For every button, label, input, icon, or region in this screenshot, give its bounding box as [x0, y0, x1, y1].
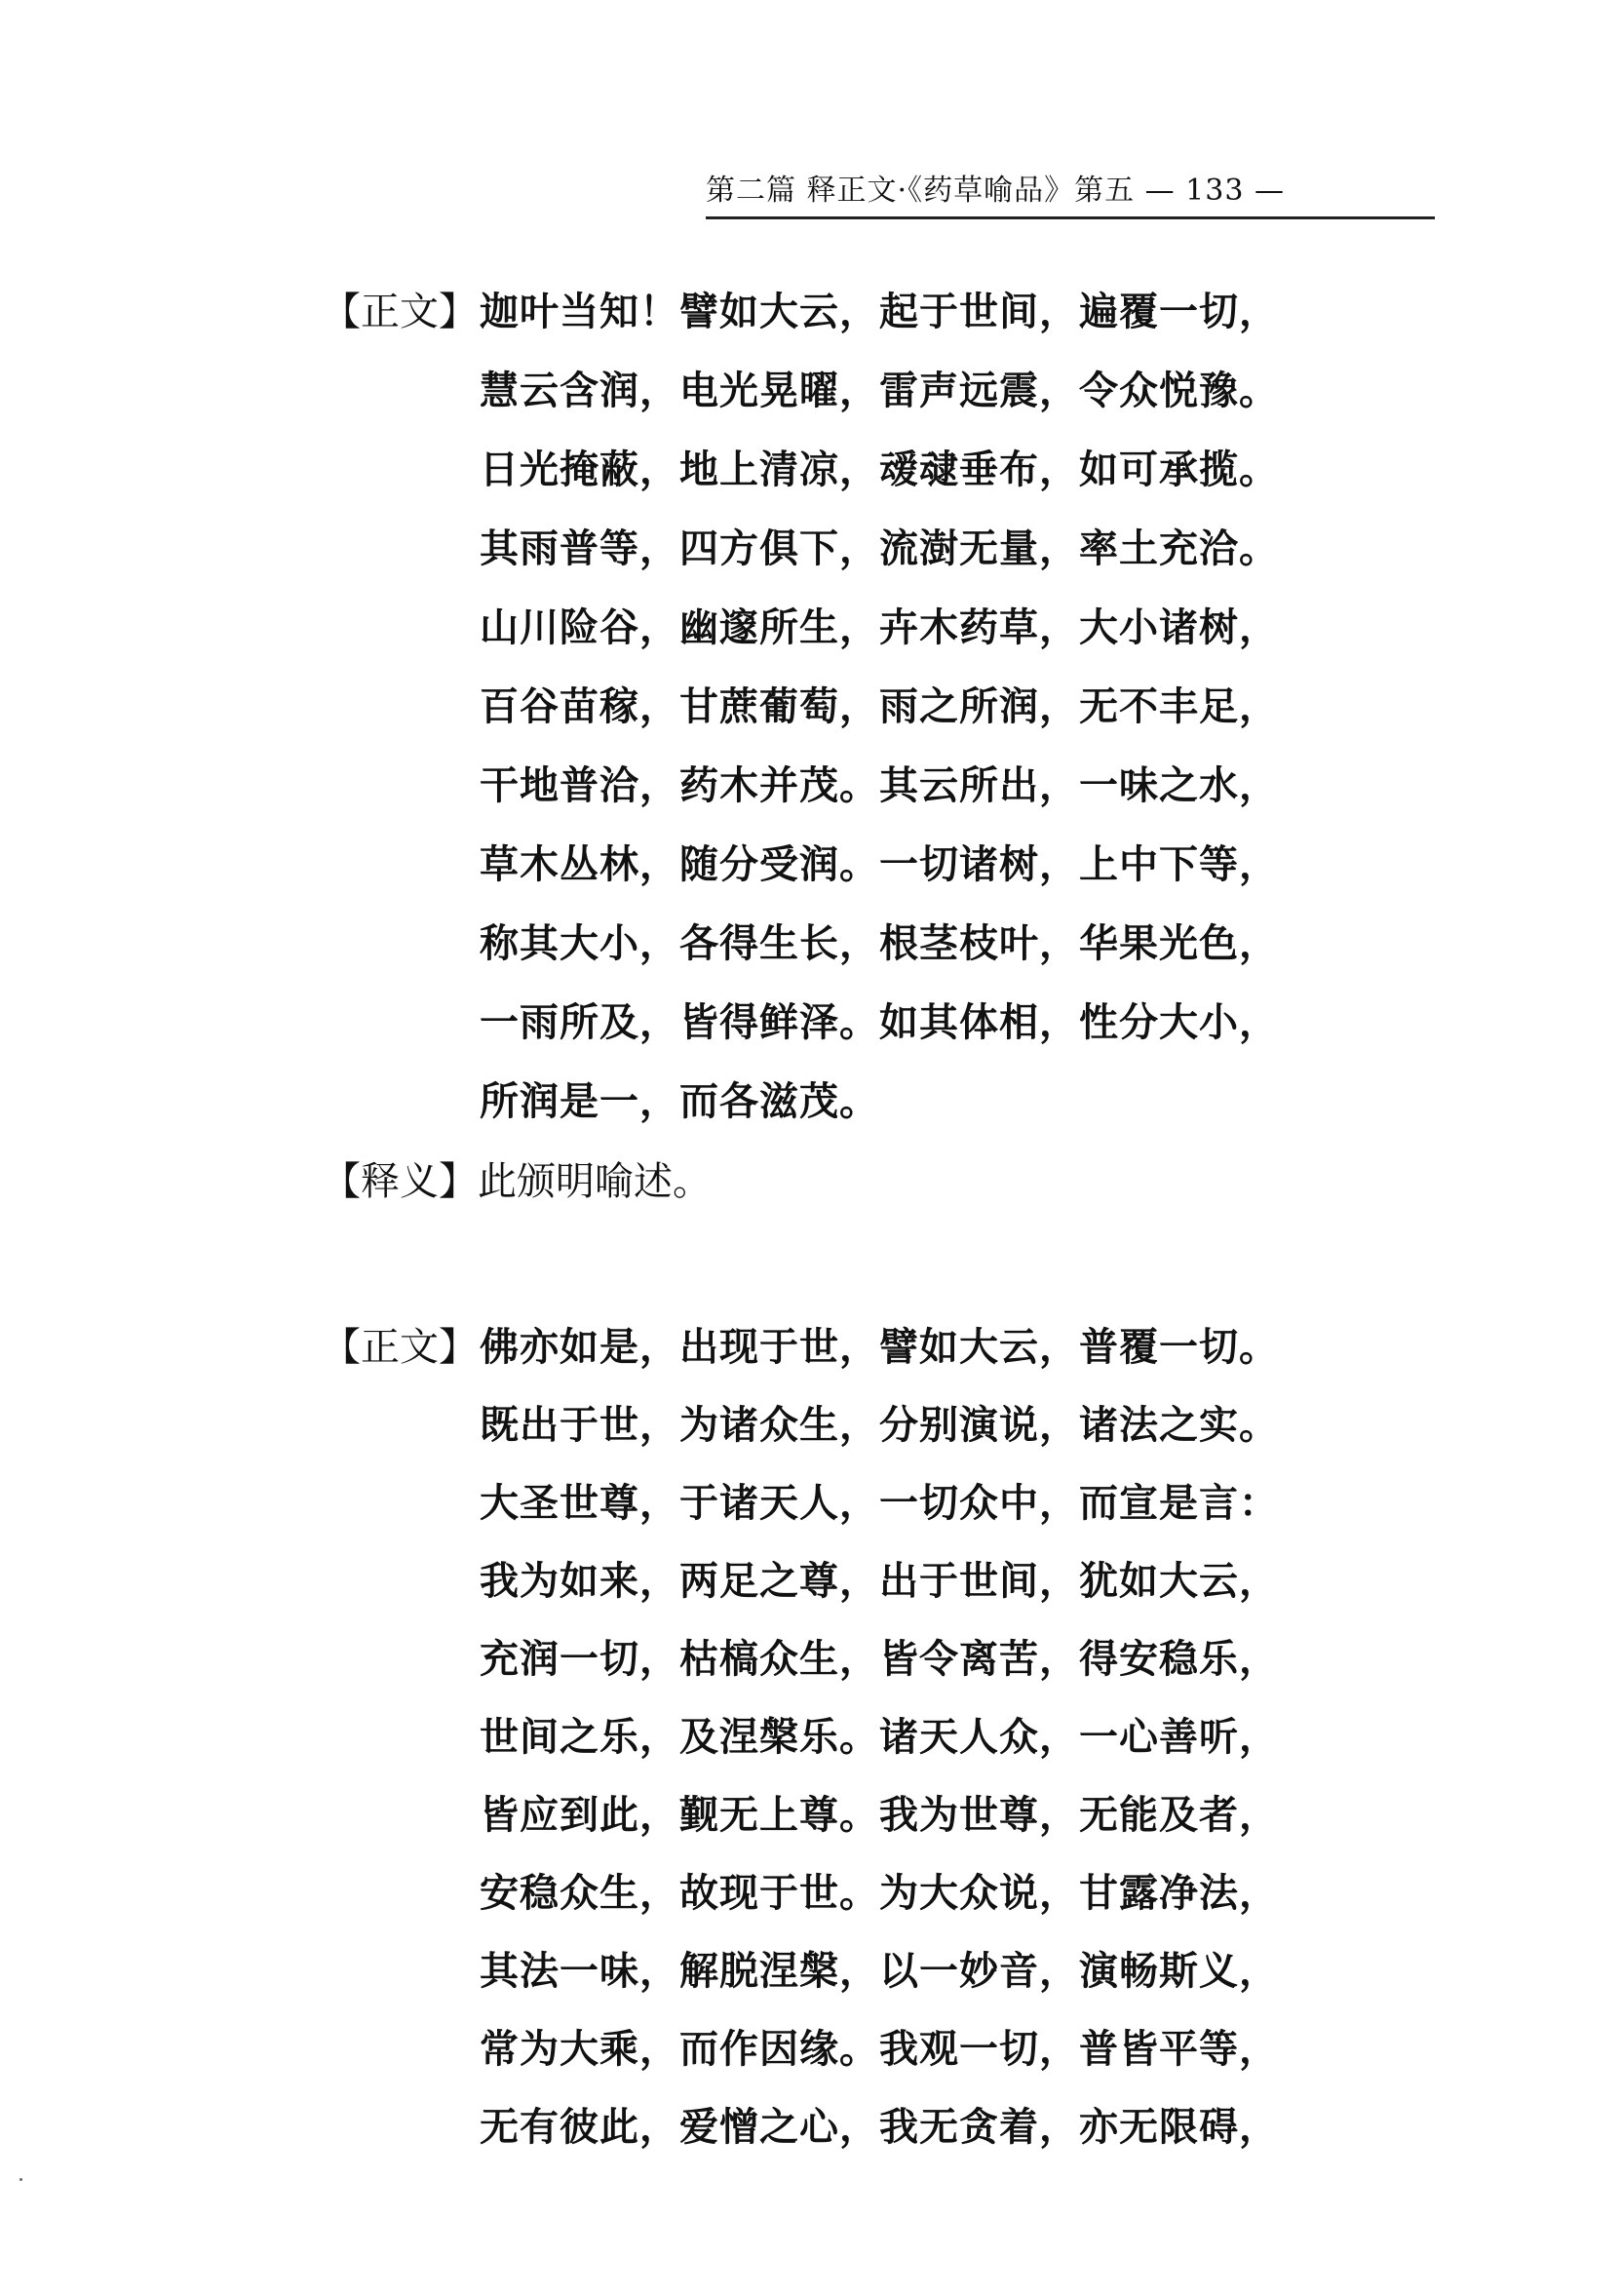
verse-line: 其雨普等，四方俱下，流澍无量，率土充洽。 — [480, 526, 1279, 571]
scan-speck — [19, 2178, 22, 2181]
verse-line: 草木丛林，随分受润。一切诸树，上中下等， — [480, 842, 1279, 887]
verse-line: 其法一味，解脱涅槃，以一妙音，演畅斯义， — [480, 1949, 1279, 1994]
verse-line: 常为大乘，而作因缘。我观一切，普皆平等， — [480, 2027, 1279, 2072]
verse-line: 百谷苗稼，甘蔗葡萄，雨之所润，无不丰足， — [480, 684, 1279, 729]
section-label: 【释义】 — [322, 1159, 478, 1204]
verse-line: 皆应到此，觐无上尊。我为世尊，无能及者， — [480, 1793, 1279, 1838]
verse-line: 无有彼此，爱憎之心，我无贪着，亦无限碍， — [480, 2105, 1279, 2150]
verse-line: 干地普洽，药木并茂。其云所出，一味之水， — [480, 763, 1279, 808]
running-header: 第二篇 释正文·《药草喻品》第五 — 133 — — [706, 166, 1435, 219]
section-label-zhengwen-1 — [322, 281, 478, 336]
verse-line: 一雨所及，皆得鲜泽。如其体相，性分大小， — [480, 1000, 1279, 1045]
verse-line: 所润是一，而各滋茂。 — [480, 1079, 879, 1124]
verse-line: 称其大小，各得生长，根茎枝叶，华果光色， — [480, 921, 1279, 966]
verse-line: 世间之乐，及涅槃乐。诸天人众，一心善听， — [480, 1715, 1279, 1760]
verse-line: 既出于世，为诸众生，分别演说，诸法之实。 — [480, 1403, 1279, 1448]
section-label: 【正文】 — [322, 290, 478, 334]
verse-line: 山川险谷，幽邃所生，卉木药草，大小诸树， — [480, 605, 1279, 650]
commentary-text: 此颁明喻述。 — [478, 1159, 712, 1204]
section-label: 【正文】 — [322, 1325, 478, 1370]
verse-line: 我为如来，两足之尊，出于世间，犹如大云， — [480, 1559, 1279, 1604]
verse-line: 安稳众生，故现于世。为大众说，甘露净法， — [480, 1871, 1279, 1916]
verse-line: 佛亦如是，出现于世，譬如大云，普覆一切。 — [480, 1325, 1279, 1370]
section-label-shiyi — [322, 1150, 712, 1206]
section-label-zhengwen-2 — [322, 1316, 478, 1372]
verse-line: 迦叶当知！譬如大云，起于世间，遍覆一切， — [480, 290, 1279, 334]
verse-line: 大圣世尊，于诸天人，一切众中，而宣是言： — [480, 1481, 1279, 1526]
verse-line: 日光掩蔽，地上清凉，叆叇垂布，如可承揽。 — [480, 448, 1279, 492]
verse-line: 慧云含润，电光晃曜，雷声远震，令众悦豫。 — [480, 369, 1279, 413]
verse-line: 充润一切，枯槁众生，皆令离苦，得安稳乐， — [480, 1637, 1279, 1682]
